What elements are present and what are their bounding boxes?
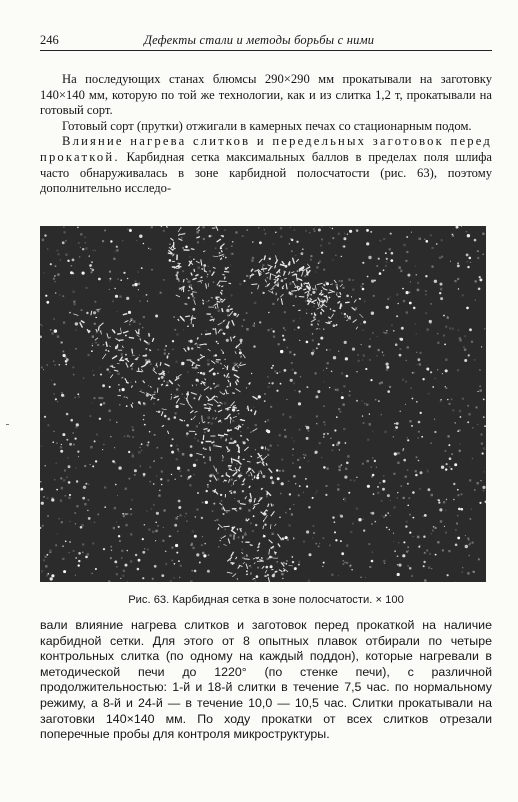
section-text: Карбидная сетка максимальных баллов в пределах поля шлифа часто обнаруживалась в зоне карбидной полосчатости (рис. 63), поэтому дополнительно исследо- <box>40 149 492 196</box>
micrograph-figure <box>40 226 486 582</box>
figure-caption: Рис. 63. Карбидная сетка в зоне полосчатости. × 100 <box>128 594 404 606</box>
paragraph: вали влияние нагрева слитков и заготовок перед прокаткой на наличие карбидной сетки. Для этого от 8 опытных плавок отбирали по четыре контрольных слитка (по одному на каждый поддон), которые нагревали в методической печи до 1220° (по стенке печи), с различной продолжительностью: 1-й и 18-й слитки в течение 7,5 час. по нормальному режиму, а 8-й и 24-й — в течение 10,0 — 10,5 час. Слитки прокатывали на заготовки 140×140 мм. По ходу прокатки от всех слитков отрезали поперечные пробы для контроля микроструктуры. <box>40 618 492 742</box>
section-paragraph <box>40 134 492 196</box>
body-text-top <box>40 72 492 197</box>
section-heading: Влияние нагрева слитков и передельных заготовок перед прокаткой. <box>40 134 492 164</box>
micrograph-image <box>40 226 486 582</box>
page-number: 246 <box>40 33 59 47</box>
header-rule <box>40 50 492 51</box>
running-title: Дефекты стали и методы борьбы с ними <box>144 33 375 47</box>
micrograph-speckle <box>40 226 486 582</box>
body-text-bottom <box>40 618 492 743</box>
paragraph: Готовый сорт (прутки) отжигали в камерных печах со стационарным подом. <box>62 118 472 133</box>
paragraph: На последующих станах блюмсы 290×290 мм прокатывали на заготовку 140×140 мм, которую по той же технологии, как и из слитка 1,2 т, прокатывали на готовый сорт. <box>40 72 492 118</box>
margin-mark <box>6 424 9 425</box>
